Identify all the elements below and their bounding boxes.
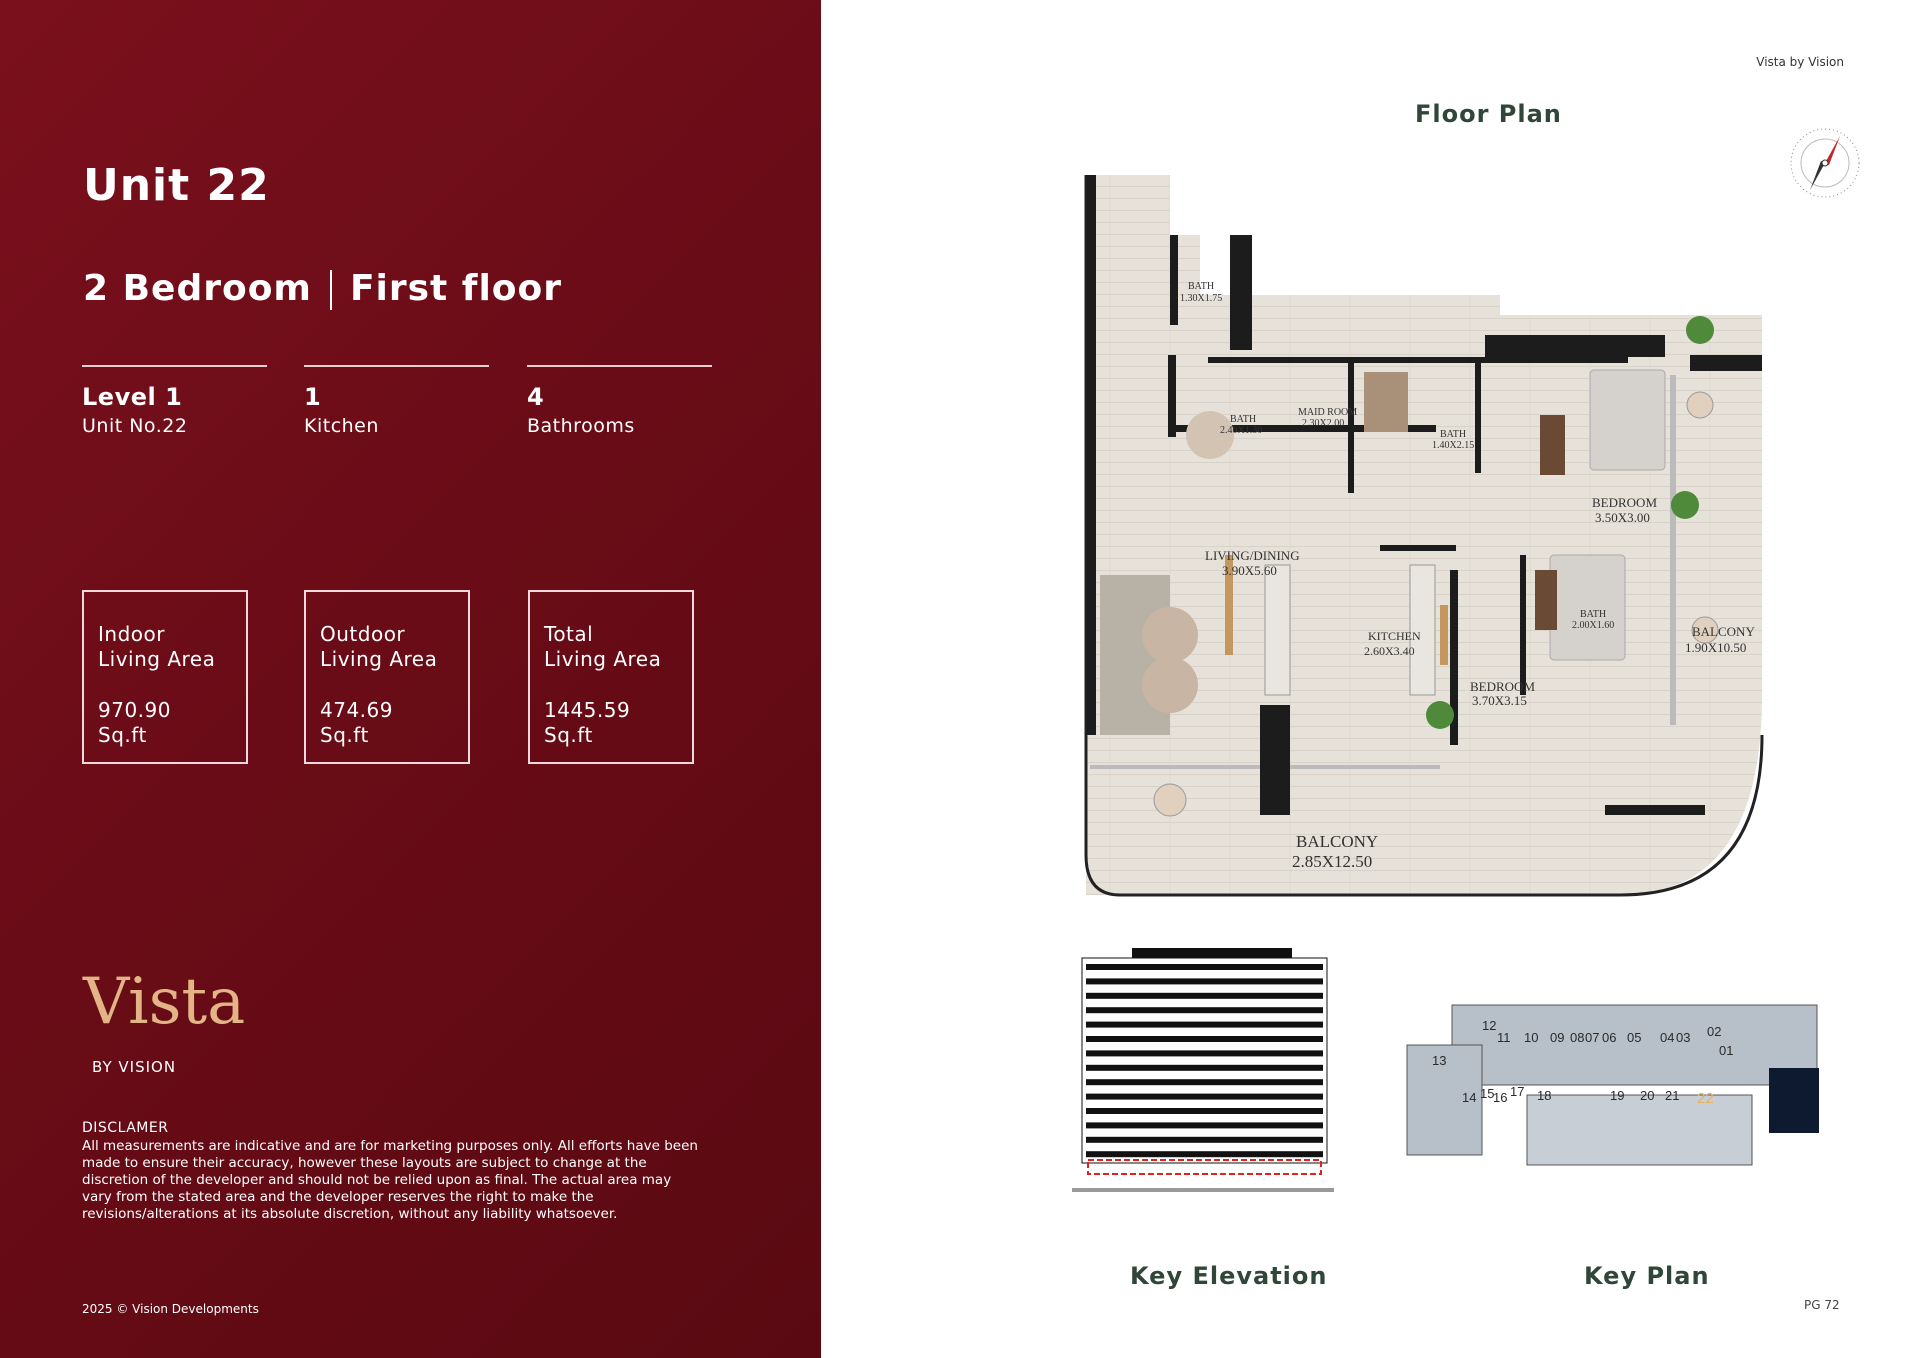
stat-value: 1 bbox=[304, 383, 322, 411]
bedroom-count: 2 Bedroom bbox=[83, 268, 312, 309]
elevation-floor-band bbox=[1086, 1022, 1323, 1028]
wall bbox=[1485, 335, 1665, 357]
elevation-floor-band bbox=[1086, 978, 1323, 984]
logo-subtitle: BY VISION bbox=[92, 1058, 177, 1076]
outdoor-area-box bbox=[304, 590, 470, 764]
key-plan-heading: Key Plan bbox=[1584, 1262, 1710, 1290]
wall bbox=[1230, 235, 1252, 350]
total-area-box bbox=[528, 590, 694, 764]
info-panel bbox=[0, 0, 821, 1358]
area-unit: Sq.ft bbox=[320, 723, 369, 747]
rug bbox=[1142, 657, 1198, 713]
wall bbox=[1348, 363, 1354, 493]
plant-icon bbox=[1671, 491, 1699, 519]
subtitle-divider bbox=[330, 270, 332, 310]
room-name: BATH bbox=[1230, 414, 1257, 425]
key-plan-unit-label: 12 bbox=[1482, 1018, 1497, 1033]
plant-icon bbox=[1426, 701, 1454, 729]
copyright: 2025 © Vision Developments bbox=[82, 1302, 259, 1316]
balcony-table-icon bbox=[1154, 784, 1186, 816]
room-dim: 2.30X2.00 bbox=[1302, 418, 1345, 429]
balcony-rail bbox=[1670, 375, 1676, 725]
key-elevation-diagram bbox=[1042, 948, 1354, 1204]
area-value: 970.90 bbox=[98, 698, 171, 722]
room-name: BEDROOM bbox=[1470, 679, 1536, 694]
room-dim: 1.90X10.50 bbox=[1685, 640, 1747, 655]
key-plan-unit-label: 01 bbox=[1719, 1043, 1734, 1058]
wall bbox=[1260, 705, 1290, 815]
unit-title: Unit 22 bbox=[83, 160, 270, 211]
floor-name: First floor bbox=[349, 268, 563, 309]
elevation-floor-band bbox=[1086, 1065, 1323, 1071]
disclaimer-text: All measurements are indicative and are for marketing purposes only. All efforts have been made to ensure their accuracy, however these layouts are subject to change at the discretion of the developer and should not be relied upon as final. The actual area may vary from the stated area and the developer reserves the right to make the revisions/alterations at its absolute discretion, without any liability whatsoever. bbox=[82, 1138, 698, 1222]
key-plan-unit-label: 05 bbox=[1627, 1030, 1642, 1045]
room-dim: 3.70X3.15 bbox=[1472, 693, 1527, 708]
key-plan-unit-label: 14 bbox=[1462, 1090, 1477, 1105]
wall bbox=[1690, 355, 1762, 371]
wardrobe bbox=[1535, 570, 1557, 630]
stat-label: Kitchen bbox=[304, 415, 379, 437]
key-plan-unit-label: 21 bbox=[1665, 1088, 1680, 1103]
floor-plan bbox=[1080, 175, 1770, 905]
elevation-floor-band bbox=[1086, 1151, 1323, 1157]
key-plan-unit-label: 20 bbox=[1640, 1088, 1655, 1103]
brand-top-right: Vista by Vision bbox=[1756, 55, 1844, 69]
room-name: BEDROOM bbox=[1592, 495, 1658, 510]
key-plan-unit-label: 15 bbox=[1480, 1086, 1495, 1101]
room-dim: 2.00X1.60 bbox=[1572, 620, 1615, 631]
bed-icon bbox=[1550, 555, 1625, 660]
compass-icon bbox=[1782, 120, 1868, 206]
key-plan-unit-label: 11 bbox=[1497, 1030, 1511, 1045]
room-name: BATH bbox=[1188, 281, 1215, 292]
room-name: BALCONY bbox=[1296, 832, 1379, 851]
stat-value: 4 bbox=[527, 383, 545, 411]
room-dim: 2.85X12.50 bbox=[1292, 852, 1373, 871]
room-name: BATH bbox=[1440, 429, 1467, 440]
room-dim: 1.40X2.15 bbox=[1432, 440, 1475, 451]
stat-kitchen bbox=[304, 365, 489, 437]
wall bbox=[1605, 805, 1705, 815]
elevation-floor-band bbox=[1086, 1108, 1323, 1114]
plant-icon bbox=[1686, 316, 1714, 344]
key-plan-unit-label: 19 bbox=[1610, 1088, 1625, 1103]
area-label: Indoor Living Area bbox=[98, 622, 216, 671]
wall bbox=[1380, 545, 1456, 551]
floor-plan-heading: Floor Plan bbox=[1415, 100, 1562, 128]
elevation-floor-band bbox=[1086, 964, 1323, 970]
key-plan-unit-label: 08 bbox=[1570, 1030, 1585, 1045]
wall bbox=[1475, 363, 1481, 473]
area-value: 474.69 bbox=[320, 698, 393, 722]
room-dim: 2.40X1.30 bbox=[1220, 425, 1263, 436]
stat-bathrooms bbox=[527, 365, 712, 437]
key-plan-unit-label: 16 bbox=[1493, 1090, 1508, 1105]
maid-bed-icon bbox=[1364, 372, 1408, 432]
elevation-floor-band bbox=[1086, 1050, 1323, 1056]
area-unit: Sq.ft bbox=[98, 723, 147, 747]
vista-logo: Vista bbox=[83, 965, 246, 1039]
area-label: Total Living Area bbox=[544, 622, 662, 671]
kitchen-counter bbox=[1265, 565, 1290, 695]
area-unit: Sq.ft bbox=[544, 723, 593, 747]
stat-label: Unit No.22 bbox=[82, 415, 188, 437]
key-plan-unit-label: 22 bbox=[1697, 1090, 1714, 1107]
elevation-floor-band bbox=[1086, 993, 1323, 999]
key-plan-unit-label: 09 bbox=[1550, 1030, 1565, 1045]
elevation-floor-band bbox=[1086, 1036, 1323, 1042]
wall bbox=[1170, 235, 1178, 325]
key-plan-unit-label: 03 bbox=[1676, 1030, 1691, 1045]
tv-unit bbox=[1440, 605, 1448, 665]
wall-left bbox=[1086, 175, 1096, 735]
key-plan-unit-label: 18 bbox=[1537, 1088, 1552, 1103]
elevation-floor-band bbox=[1086, 1137, 1323, 1143]
stat-value: Level 1 bbox=[82, 383, 183, 411]
wall bbox=[1520, 555, 1526, 695]
key-plan-unit-label: 10 bbox=[1524, 1030, 1539, 1045]
elevation-floor-band bbox=[1086, 1094, 1323, 1100]
wardrobe bbox=[1540, 415, 1565, 475]
page-number: PG 72 bbox=[1804, 1298, 1840, 1312]
key-plan-unit-label: 17 bbox=[1510, 1084, 1525, 1099]
room-dim: 3.50X3.00 bbox=[1595, 510, 1650, 525]
room-name: BALCONY bbox=[1692, 624, 1755, 639]
key-elevation-heading: Key Elevation bbox=[1130, 1262, 1328, 1290]
area-label: Outdoor Living Area bbox=[320, 622, 438, 671]
room-name: BATH bbox=[1580, 609, 1607, 620]
room-dim: 3.90X5.60 bbox=[1222, 563, 1277, 578]
key-plan-unit-label: 06 bbox=[1602, 1030, 1617, 1045]
room-dim: 1.30X1.75 bbox=[1180, 293, 1223, 304]
room-dim: 2.60X3.40 bbox=[1364, 644, 1415, 658]
stat-label: Bathrooms bbox=[527, 415, 635, 437]
key-plan-unit-label: 04 bbox=[1660, 1030, 1675, 1045]
unit-subtitle bbox=[83, 268, 562, 310]
bed-icon bbox=[1590, 370, 1665, 470]
wall bbox=[1208, 357, 1628, 363]
key-plan-diagram bbox=[1402, 1000, 1822, 1170]
unit-22-highlight bbox=[1769, 1068, 1819, 1133]
elevation-floor-band bbox=[1086, 1122, 1323, 1128]
key-plan-unit-label: 13 bbox=[1432, 1053, 1447, 1068]
indoor-area-box bbox=[82, 590, 248, 764]
key-plan-unit-label: 07 bbox=[1585, 1030, 1600, 1045]
disclaimer-heading: DISCLAMER bbox=[82, 1120, 169, 1136]
wall bbox=[1168, 355, 1176, 437]
room-name: LIVING/DINING bbox=[1205, 548, 1300, 563]
elevation-floor-band bbox=[1086, 1079, 1323, 1085]
room-name: KITCHEN bbox=[1368, 629, 1421, 643]
key-plan-unit-label: 02 bbox=[1707, 1024, 1722, 1039]
rug bbox=[1142, 607, 1198, 663]
elevation-floor-band bbox=[1086, 1007, 1323, 1013]
balcony-table-icon bbox=[1687, 392, 1713, 418]
area-value: 1445.59 bbox=[544, 698, 631, 722]
room-name: MAID ROOM bbox=[1298, 407, 1358, 418]
stat-level bbox=[82, 365, 267, 437]
